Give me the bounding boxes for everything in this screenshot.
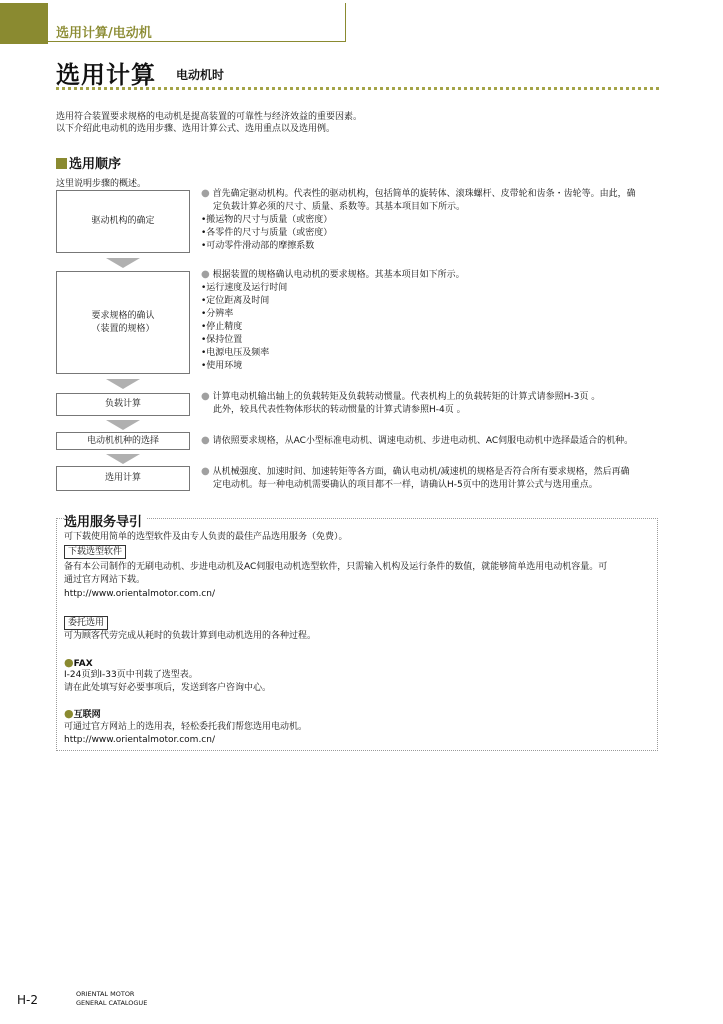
delegate-desc: 可为顾客代劳完成从耗时的负载计算到电动机选用的各种过程。 <box>64 631 317 641</box>
service-desc: 可下载使用简单的选型软件及由专人负责的最佳产品选用服务（免费）。 <box>64 532 348 542</box>
page-subtitle: 电动机时 <box>176 68 225 82</box>
square-bullet-icon <box>56 158 67 169</box>
section-breadcrumb: 选用计算/电动机 <box>56 26 152 41</box>
internet-heading: ●互联网 <box>64 707 101 720</box>
page-title: 选用计算 <box>56 61 156 89</box>
fax-heading: ●FAX <box>64 656 93 669</box>
intro-text: 选用符合装置要求规格的电动机是提高装置的可靠性与经济效益的重要因素。 以下介绍此电动机的选用步骤、选用计算公式、选用重点以及选用例。 <box>56 112 363 134</box>
step-box-mechanism: 驱动机构的确定 <box>56 190 190 253</box>
bullet-icon: ● <box>201 466 210 477</box>
download-software-tag: 下载选型软件 <box>64 545 126 559</box>
bullet-icon: ● <box>201 188 210 199</box>
bullet-icon: ● <box>201 391 210 402</box>
delegate-selection-tag: 委托选用 <box>64 616 108 630</box>
step-detail-selection-calc: ● 从机械强度、加速时间、加速转矩等各方面，确认电动机/减速机的规格是否符合所有要求规格，然后再确 定电动机。每一种电动机需要确认的项目都不一样，请确认H-5页中的选用计算公式与选用重点。 <box>201 466 630 490</box>
flow-arrow-icon <box>106 454 140 464</box>
flow-arrow-icon <box>106 379 140 389</box>
internet-desc: 可通过官方网站上的选用表，轻松委托我们帮您选用电动机。 <box>64 722 308 732</box>
download-url-link[interactable]: http://www.orientalmotor.com.cn/ <box>64 589 215 599</box>
page-number: H-2 <box>17 993 38 1007</box>
title-divider <box>56 87 659 90</box>
step-box-selection-calc: 选用计算 <box>56 466 190 491</box>
bullet-icon: ● <box>64 656 74 669</box>
step-box-load-calc: 负载计算 <box>56 393 190 416</box>
bullet-icon: ● <box>201 435 210 446</box>
flow-arrow-icon <box>106 258 140 268</box>
procedure-desc: 这里说明步骤的概述。 <box>56 179 147 189</box>
step-detail-mechanism: ● 首先确定驱动机构。代表性的驱动机构，包括简单的旋转体、滚珠螺杆、皮带轮和齿条・齿轮等。由此，确 定负载计算必须的尺寸、质量、系数等。其基本项目如下所示。 •搬运物的尺寸与质量（或密度） •各零件的尺寸与质量（或密度） •可动零件滑动部的摩擦系数 <box>201 188 636 251</box>
bullet-icon: ● <box>201 269 210 280</box>
procedure-heading: 选用顺序 <box>56 153 121 172</box>
step-box-requirements: 要求规格的确认 （装置的规格） <box>56 271 190 374</box>
fax-desc: I-24页到I-33页中刊载了选型表。 请在此处填写好必要事项后，发送到客户咨询中心。 <box>64 670 272 693</box>
step-box-motor-type: 电动机机种的选择 <box>56 432 190 450</box>
footer-catalogue-name: ORIENTAL MOTOR GENERAL CATALOGUE <box>76 990 148 1007</box>
step-detail-load-calc: ● 计算电动机输出轴上的负载转矩及负载转动惯量。代表机构上的负载转矩的计算式请参照H-3页 。 此外，较具代表性物体形状的转动惯量的计算式请参照H-4页 。 <box>201 391 601 415</box>
flow-arrow-icon <box>106 420 140 430</box>
step-detail-motor-type: ● 请依照要求规格，从AC小型标准电动机、调速电动机、步进电动机、AC伺服电动机中选择最适合的机种。 <box>201 435 634 446</box>
bullet-icon: ● <box>64 707 74 720</box>
internet-url-link[interactable]: http://www.orientalmotor.com.cn/ <box>64 735 215 745</box>
step-detail-requirements: ● 根据装置的规格确认电动机的要求规格。其基本项目如下所示。 •运行速度及运行时间 •定位距离及时间 •分辨率 •停止精度 •保持位置 •电源电压及频率 •使用环境 <box>201 269 465 371</box>
header-accent-block <box>0 3 48 44</box>
service-guide-title: 选用服务导引 <box>64 511 146 530</box>
download-desc: 备有本公司制作的无刷电动机、步进电动机及AC伺服电动机选型软件，只需输入机构及运行条件的数值，就能够简单选用电动机容量。可 通过官方网站下载。 <box>64 562 608 585</box>
